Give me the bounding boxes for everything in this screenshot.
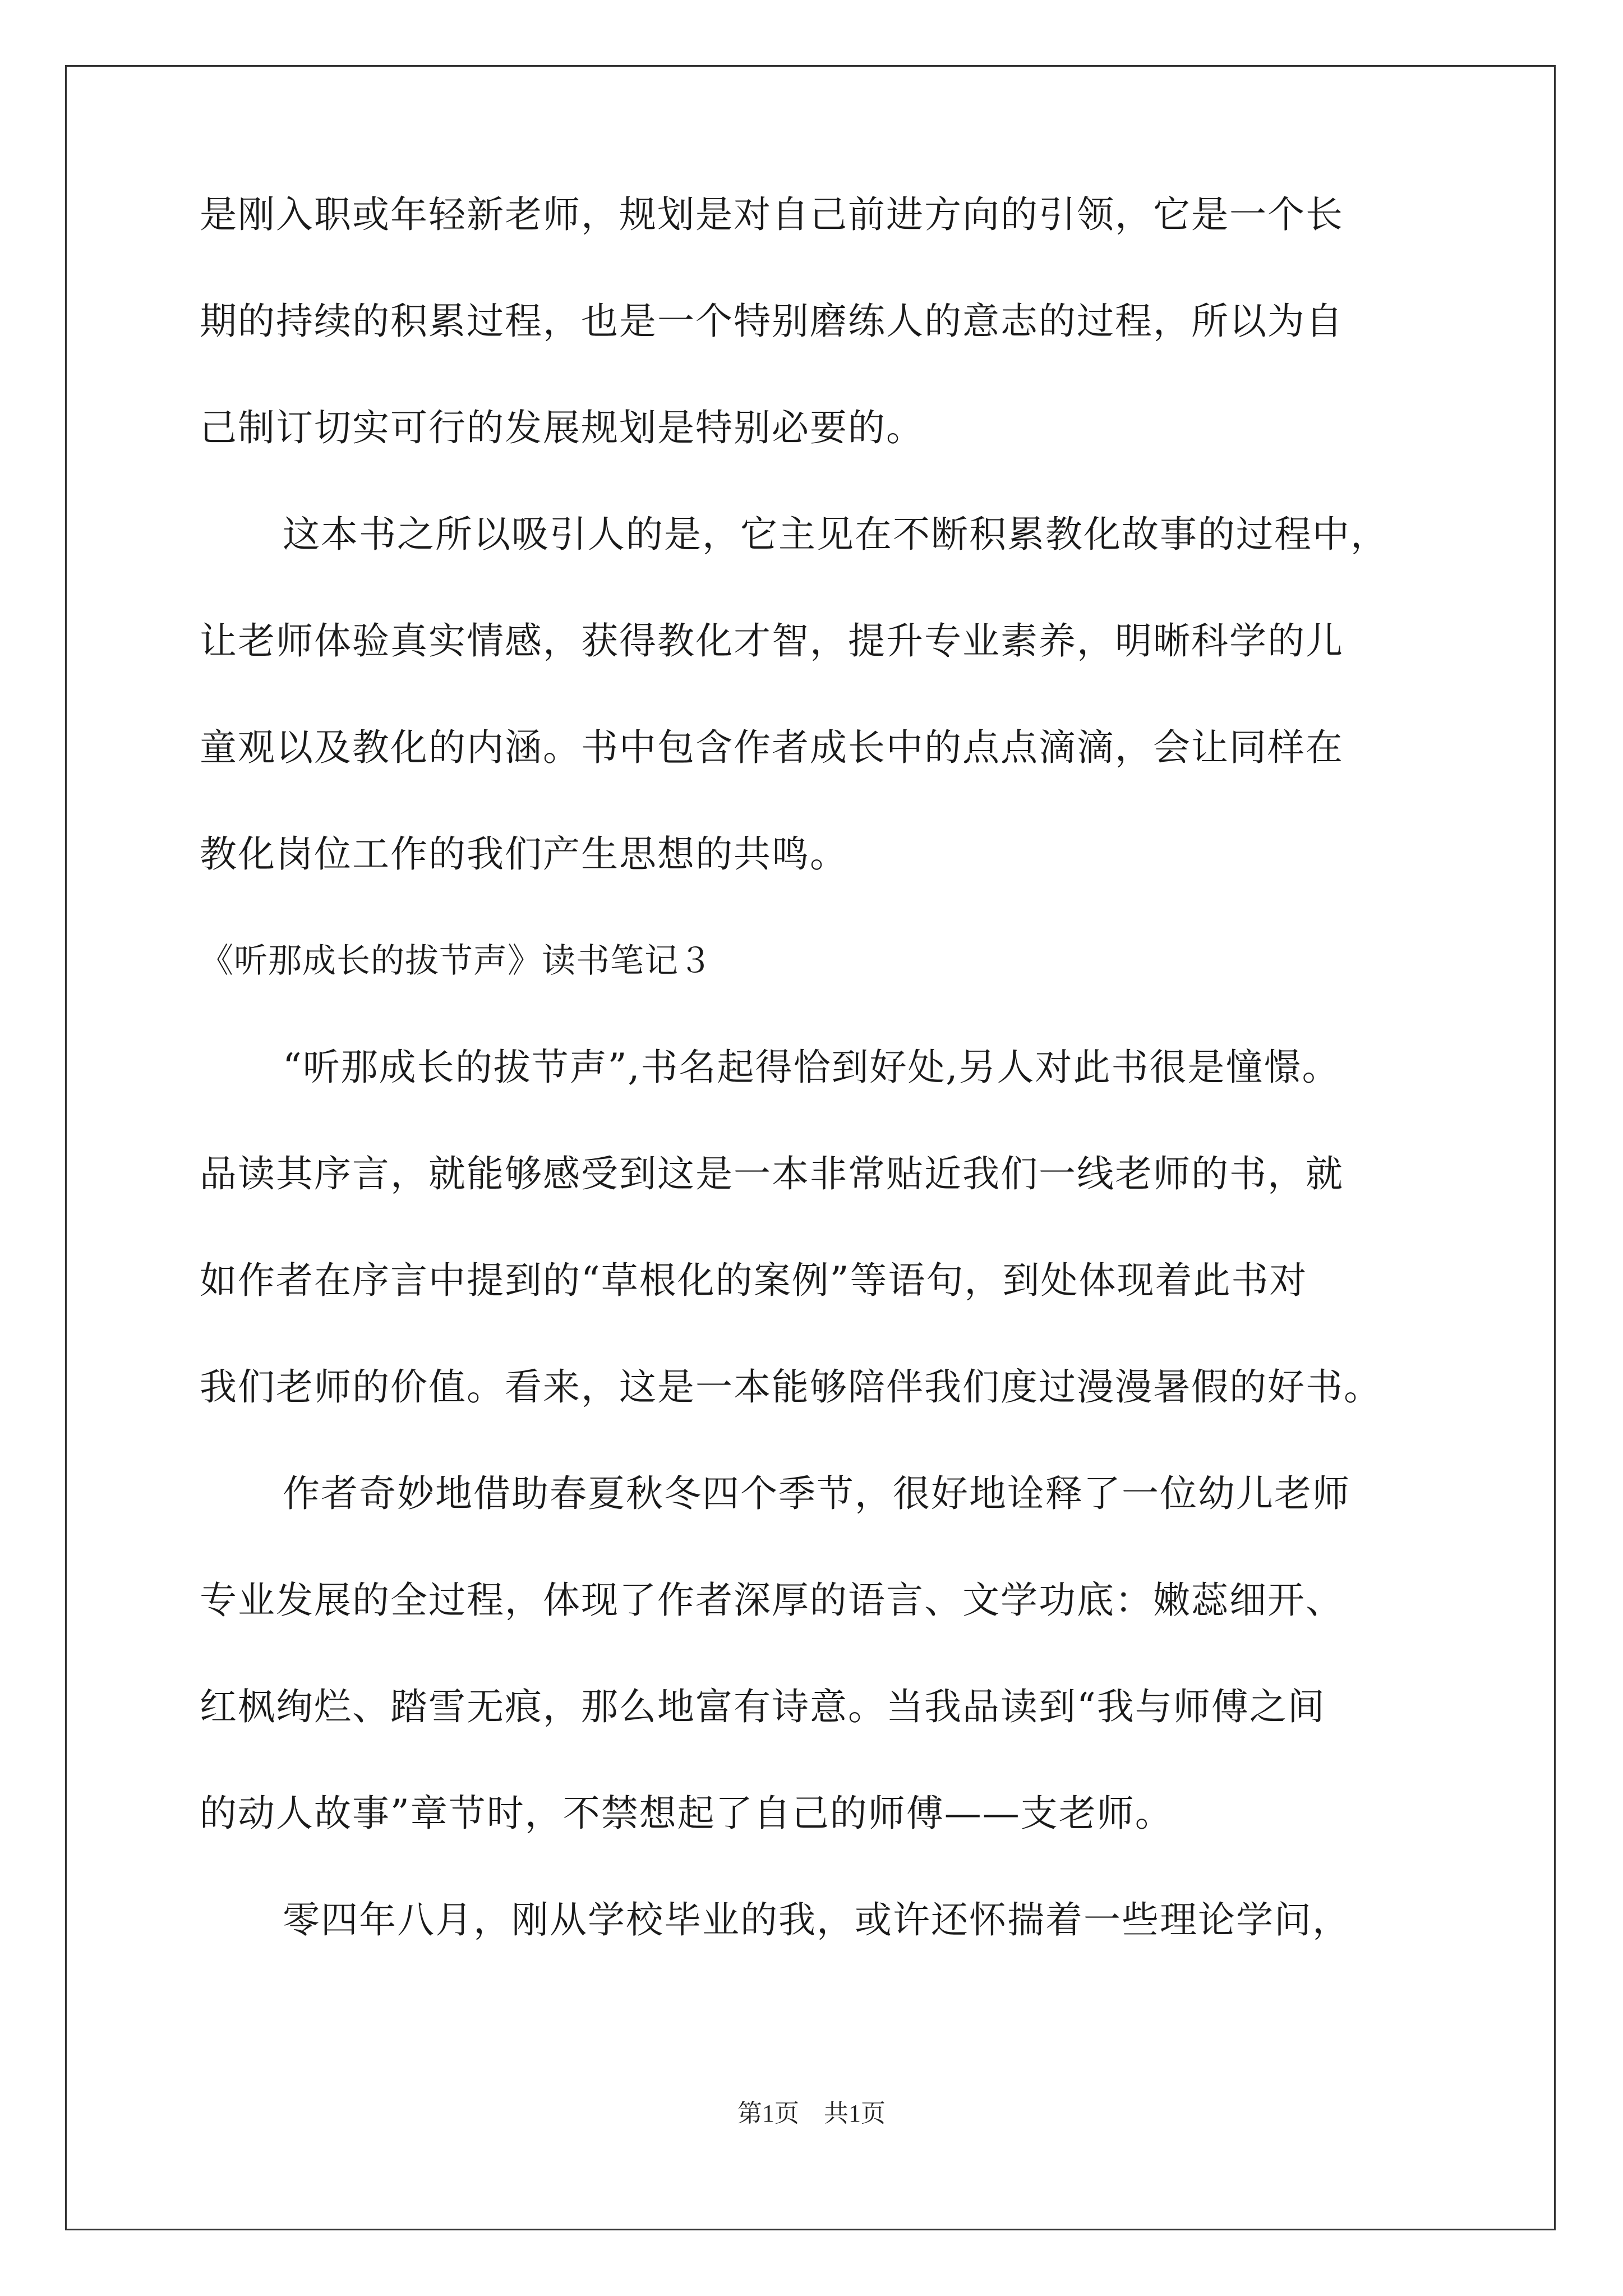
text-line: “听那成长的拔节声”,书名起得恰到好处,另人对此书很是憧憬。 <box>283 1046 1340 1089</box>
document-body <box>200 193 1433 2008</box>
page-number-footer: 第1页 共1页 <box>737 2100 886 2127</box>
text-line: 品读其序言，就能够感受到这是一本非常贴近我们一线老师的书，就 <box>200 1152 1344 1195</box>
text-line: 己制订切实可行的发展规划是特别必要的。 <box>200 406 924 449</box>
text-line: 我们老师的价值。看来，这是一本能够陪伴我们度过漫漫暑假的好书。 <box>200 1365 1382 1409</box>
text-line: 是刚入职或年轻新老师，规划是对自己前进方向的引领，它是一个长 <box>200 193 1344 236</box>
text-line: 零四年八月，刚从学校毕业的我，或许还怀揣着一些理论学问， <box>283 1898 1350 1941</box>
text-line: 如作者在序言中提到的“草根化的案例”等语句，到处体现着此书对 <box>200 1259 1308 1302</box>
text-line: 作者奇妙地借助春夏秋冬四个季节，很好地诠释了一位幼儿老师 <box>283 1472 1350 1515</box>
text-line: 红枫绚烂、踏雪无痕，那么地富有诗意。当我品读到“我与师傅之间 <box>200 1685 1326 1728</box>
text-line: 的动人故事”章节时，不禁想起了自己的师傅——支老师。 <box>200 1792 1173 1835</box>
section-heading: 《听那成长的拔节声》读书笔记３ <box>200 941 713 981</box>
text-line: 期的持续的积累过程，也是一个特别磨练人的意志的过程，所以为自 <box>200 300 1344 343</box>
text-line: 这本书之所以吸引人的是，它主见在不断积累教化故事的过程中， <box>283 513 1389 556</box>
text-line: 让老师体验真实情感，获得教化才智，提升专业素养，明晰科学的儿 <box>200 619 1344 662</box>
text-line: 教化岗位工作的我们产生思想的共鸣。 <box>200 832 848 876</box>
text-line: 童观以及教化的内涵。书中包含作者成长中的点点滴滴，会让同样在 <box>200 726 1344 769</box>
text-line: 专业发展的全过程，体现了作者深厚的语言、文学功底：嫩蕊细开、 <box>200 1579 1344 1622</box>
